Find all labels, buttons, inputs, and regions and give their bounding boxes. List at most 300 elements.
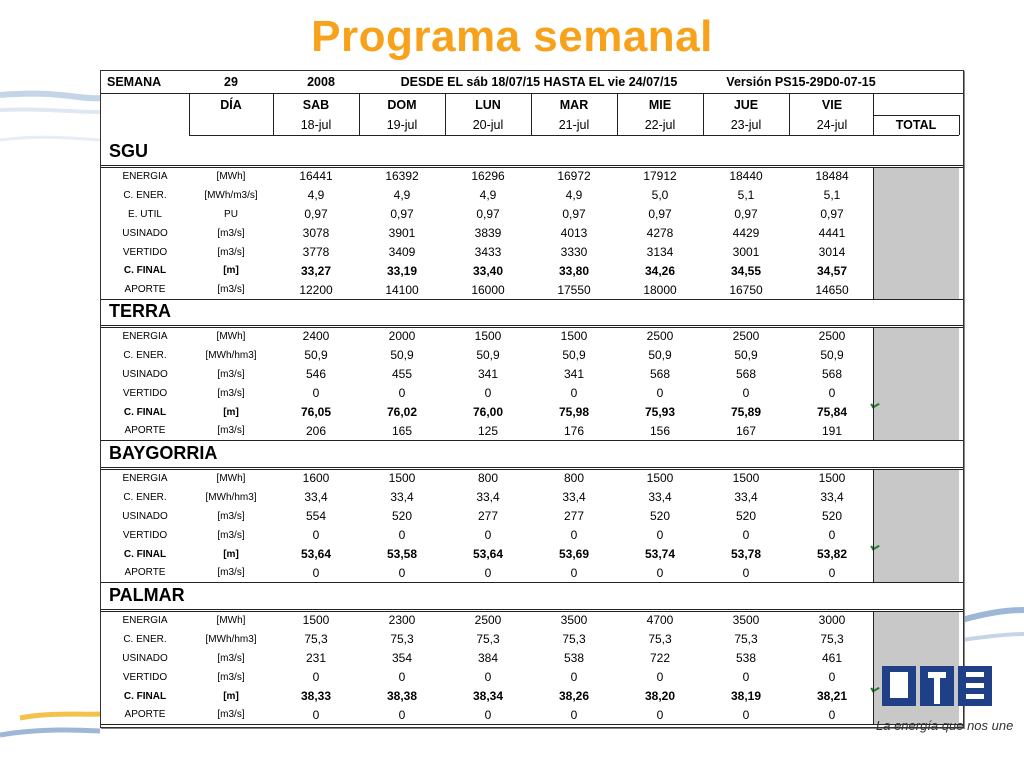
table-cell: 4,9 [565, 188, 583, 203]
table-cell: 0 [484, 386, 492, 401]
table-cell: 0 [828, 707, 836, 722]
table-cell: 4,9 [307, 188, 325, 203]
table-cell: 3134 [646, 245, 674, 260]
table-cell: 2500 [474, 613, 502, 628]
semana-number: 29 [224, 75, 238, 89]
table-cell: 722 [649, 651, 671, 666]
table-cell: 38,38 [386, 689, 418, 704]
table-cell: 33,4 [734, 490, 758, 505]
table-cell: 75,3 [648, 632, 672, 647]
table-cell: 1600 [302, 471, 330, 486]
table-cell: 1500 [818, 471, 846, 486]
table-cell: 75,93 [644, 405, 676, 420]
table-cell: 3500 [560, 613, 588, 628]
table-cell: 0 [828, 528, 836, 543]
table-cell: 568 [735, 367, 757, 382]
table-row [101, 422, 963, 441]
table-cell: 50,9 [476, 348, 500, 363]
table-cell: 0 [656, 565, 664, 580]
row-label: APORTE [124, 567, 166, 579]
header-week-row [101, 71, 963, 93]
table-cell: 3901 [388, 226, 416, 241]
table-cell: 4441 [818, 226, 846, 241]
row-unit: [m3/s] [217, 652, 245, 664]
grid-line [703, 93, 704, 135]
table-row [101, 403, 963, 422]
table-cell: 75,98 [558, 405, 590, 420]
header-days-row [101, 95, 963, 115]
table-cell: 0 [484, 707, 492, 722]
day-date: 22-jul [644, 118, 676, 132]
table-cell: 554 [305, 509, 327, 524]
table-cell: 156 [649, 423, 671, 438]
table-cell: 53,64 [300, 547, 332, 562]
table-cell: 1500 [474, 329, 502, 344]
grid-line [359, 93, 360, 135]
table-cell: 0 [398, 707, 406, 722]
day-name: LUN [475, 98, 501, 112]
table-cell: 33,4 [476, 490, 500, 505]
row-unit: [m3/s] [217, 284, 245, 296]
table-cell: 14100 [385, 282, 419, 297]
row-unit: [m] [223, 406, 239, 418]
table-cell: 50,9 [820, 348, 844, 363]
table-cell: 76,00 [472, 405, 504, 420]
weekly-schedule-table [100, 70, 964, 728]
table-cell: 0 [484, 565, 492, 580]
table-cell: 277 [477, 509, 499, 524]
table-cell: 75,3 [820, 632, 844, 647]
section-header [101, 439, 963, 467]
table-cell: 3330 [560, 245, 588, 260]
grid-line [617, 93, 618, 135]
table-cell: 1500 [388, 471, 416, 486]
table-cell: 53,74 [644, 547, 676, 562]
row-unit: [MWh/m3/s] [204, 189, 258, 201]
table-cell: 0 [570, 565, 578, 580]
row-label: USINADO [122, 652, 168, 664]
table-cell: 33,4 [304, 490, 328, 505]
table-cell: 2500 [646, 329, 674, 344]
row-label: VERTIDO [122, 246, 168, 258]
table-cell: 38,33 [300, 689, 332, 704]
table-cell: 0,97 [648, 207, 672, 222]
grid-line [789, 93, 790, 135]
grid-line [101, 165, 963, 166]
table-cell: 3778 [302, 245, 330, 260]
header-dates-row [101, 115, 963, 135]
table-cell: 0 [828, 386, 836, 401]
table-cell: 38,26 [558, 689, 590, 704]
row-unit: [m3/s] [217, 425, 245, 437]
table-cell: 461 [821, 651, 843, 666]
table-cell: 520 [391, 509, 413, 524]
grid-line [101, 325, 963, 326]
row-unit: [MWh] [216, 472, 246, 484]
table-cell: 341 [563, 367, 585, 382]
row-unit: [MWh] [216, 330, 246, 342]
table-cell: 3000 [818, 613, 846, 628]
table-cell: 3500 [732, 613, 760, 628]
table-cell: 2300 [388, 613, 416, 628]
table-cell: 3839 [474, 226, 502, 241]
table-cell: 0 [312, 528, 320, 543]
table-cell: 50,9 [734, 348, 758, 363]
table-row [101, 186, 963, 205]
row-label: APORTE [124, 284, 166, 296]
row-label: C. FINAL [123, 406, 167, 418]
section-title: SGU [109, 140, 149, 161]
table-cell: 384 [477, 651, 499, 666]
table-cell: 4013 [560, 226, 588, 241]
day-name: JUE [733, 98, 759, 112]
table-cell: 277 [563, 509, 585, 524]
table-cell: 17550 [557, 282, 591, 297]
table-cell: 206 [305, 423, 327, 438]
row-label: VERTIDO [122, 529, 168, 541]
table-row [101, 224, 963, 243]
table-cell: 520 [821, 509, 843, 524]
table-cell: 3014 [818, 245, 846, 260]
table-cell: 2500 [818, 329, 846, 344]
table-row [101, 507, 963, 526]
table-row [101, 243, 963, 262]
table-cell: 34,57 [816, 263, 848, 278]
table-cell: 75,3 [304, 632, 328, 647]
table-cell: 50,9 [562, 348, 586, 363]
day-name: VIE [821, 98, 843, 112]
table-cell: 38,34 [472, 689, 504, 704]
table-cell: 17912 [643, 169, 677, 184]
table-cell: 1500 [732, 471, 760, 486]
table-cell: 1500 [302, 613, 330, 628]
table-cell: 38,20 [644, 689, 676, 704]
day-date: 23-jul [730, 118, 762, 132]
table-cell: 0 [656, 707, 664, 722]
table-cell: 354 [391, 651, 413, 666]
table-cell: 0 [484, 670, 492, 685]
table-cell: 18484 [815, 169, 849, 184]
table-cell: 16750 [729, 282, 763, 297]
row-label: C. FINAL [123, 265, 167, 277]
table-cell: 16000 [471, 282, 505, 297]
table-cell: 568 [649, 367, 671, 382]
row-label: APORTE [124, 709, 166, 721]
table-cell: 4,9 [393, 188, 411, 203]
row-unit: [m] [223, 690, 239, 702]
table-cell: 33,80 [558, 263, 590, 278]
row-unit: [MWh/hm3] [205, 491, 257, 503]
version: Versión PS15-29D0-07-15 [726, 75, 876, 89]
row-label: ENERGIA [122, 330, 168, 342]
grid-line [101, 582, 963, 583]
row-label: C. ENER. [123, 491, 167, 503]
row-unit: [m3/s] [217, 368, 245, 380]
section-title: TERRA [109, 300, 171, 321]
row-label: VERTIDO [122, 387, 168, 399]
table-row [101, 564, 963, 583]
table-cell: 0 [312, 707, 320, 722]
row-label: C. FINAL [123, 690, 167, 702]
grid-line [873, 115, 959, 116]
row-label: USINADO [122, 368, 168, 380]
table-cell: 538 [563, 651, 585, 666]
grid-line [189, 93, 190, 135]
grid-line [873, 469, 874, 582]
dia-label: DÍA [220, 98, 242, 112]
row-unit: [MWh/hm3] [205, 633, 257, 645]
table-cell: 0 [312, 670, 320, 685]
grid-line [873, 167, 874, 299]
table-row [101, 262, 963, 281]
grid-line [101, 467, 963, 468]
row-label: ENERGIA [122, 614, 168, 626]
table-cell: 75,89 [730, 405, 762, 420]
section-header [101, 297, 963, 325]
table-row [101, 488, 963, 507]
table-cell: 33,19 [386, 263, 418, 278]
day-date: 18-jul [300, 118, 332, 132]
table-cell: 18000 [643, 282, 677, 297]
row-label: ENERGIA [122, 170, 168, 182]
grid-line [189, 135, 959, 136]
row-unit: [m3/s] [217, 227, 245, 239]
table-cell: 0 [828, 670, 836, 685]
date-range: DESDE EL sáb 18/07/15 HASTA EL vie 24/07/15 [400, 75, 678, 89]
table-cell: 0 [828, 565, 836, 580]
total-column-bg [873, 167, 959, 299]
table-row [101, 167, 963, 186]
table-cell: 191 [821, 423, 843, 438]
table-cell: 2400 [302, 329, 330, 344]
table-cell: 455 [391, 367, 413, 382]
grid-line [101, 299, 963, 300]
table-cell: 341 [477, 367, 499, 382]
table-cell: 538 [735, 651, 757, 666]
table-cell: 0 [656, 528, 664, 543]
table-cell: 125 [477, 423, 499, 438]
table-row [101, 384, 963, 403]
table-cell: 16392 [385, 169, 419, 184]
grid-line [959, 115, 960, 135]
grid-line [531, 93, 532, 135]
row-label: C. ENER. [123, 189, 167, 201]
brand-slogan: La energía que nos une [876, 718, 1014, 733]
table-cell: 33,40 [472, 263, 504, 278]
table-cell: 2000 [388, 329, 416, 344]
table-cell: 4,9 [479, 188, 497, 203]
table-cell: 0 [742, 707, 750, 722]
table-cell: 33,4 [390, 490, 414, 505]
table-cell: 5,1 [737, 188, 755, 203]
table-cell: 4278 [646, 226, 674, 241]
table-row [101, 649, 963, 668]
table-cell: 16296 [471, 169, 505, 184]
grid-line [101, 327, 963, 328]
table-cell: 4700 [646, 613, 674, 628]
table-cell: 3001 [732, 245, 760, 260]
table-cell: 3433 [474, 245, 502, 260]
row-label: USINADO [122, 227, 168, 239]
row-label: C. ENER. [123, 349, 167, 361]
table-row [101, 365, 963, 384]
page-title: Programa semanal [311, 12, 713, 61]
table-cell: 1500 [560, 329, 588, 344]
grid-line [101, 469, 963, 470]
table-cell: 800 [477, 471, 499, 486]
grid-line [445, 93, 446, 135]
grid-line [101, 167, 963, 168]
table-cell: 0 [312, 386, 320, 401]
table-cell: 5,1 [823, 188, 841, 203]
row-unit: PU [224, 208, 238, 220]
grid-line [873, 93, 874, 135]
day-date: 20-jul [472, 118, 504, 132]
table-cell: 53,82 [816, 547, 848, 562]
table-row [101, 346, 963, 365]
table-cell: 0 [570, 707, 578, 722]
table-cell: 0 [742, 528, 750, 543]
row-label: USINADO [122, 510, 168, 522]
grid-line [873, 327, 874, 440]
table-cell: 4429 [732, 226, 760, 241]
table-cell: 0 [484, 528, 492, 543]
table-cell: 75,84 [816, 405, 848, 420]
table-cell: 0,97 [476, 207, 500, 222]
day-name: DOM [387, 98, 417, 112]
semana-label: SEMANA [107, 75, 162, 89]
table-cell: 0 [742, 670, 750, 685]
table-row [101, 526, 963, 545]
table-cell: 53,58 [386, 547, 418, 562]
table-cell: 165 [391, 423, 413, 438]
table-cell: 16972 [557, 169, 591, 184]
grid-line [101, 611, 963, 612]
table-cell: 50,9 [390, 348, 414, 363]
grid-line [101, 609, 963, 610]
table-cell: 53,69 [558, 547, 590, 562]
table-cell: 33,4 [562, 490, 586, 505]
year: 2008 [307, 75, 335, 89]
table-cell: 0,97 [304, 207, 328, 222]
row-unit: [m3/s] [217, 671, 245, 683]
table-cell: 33,4 [648, 490, 672, 505]
row-unit: [MWh/hm3] [205, 349, 257, 361]
table-cell: 50,9 [304, 348, 328, 363]
table-cell: 0 [312, 565, 320, 580]
table-cell: 0,97 [820, 207, 844, 222]
table-cell: 0 [570, 386, 578, 401]
grid-line [101, 93, 963, 94]
section-title: BAYGORRIA [109, 442, 218, 463]
table-row [101, 327, 963, 346]
table-cell: 76,02 [386, 405, 418, 420]
table-cell: 520 [735, 509, 757, 524]
table-row [101, 668, 963, 687]
row-unit: [m3/s] [217, 246, 245, 258]
table-row [101, 205, 963, 224]
table-row [101, 630, 963, 649]
table-row [101, 687, 963, 706]
table-cell: 50,9 [648, 348, 672, 363]
table-cell: 800 [563, 471, 585, 486]
table-cell: 33,4 [820, 490, 844, 505]
row-label: ENERGIA [122, 472, 168, 484]
table-cell: 53,64 [472, 547, 504, 562]
total-column-bg [873, 469, 959, 582]
day-name: MAR [559, 98, 589, 112]
row-unit: [MWh] [216, 170, 246, 182]
table-cell: 75,3 [476, 632, 500, 647]
row-unit: [m] [223, 548, 239, 560]
table-cell: 520 [649, 509, 671, 524]
row-label: VERTIDO [122, 671, 168, 683]
table-cell: 75,3 [390, 632, 414, 647]
row-label: C. ENER. [123, 633, 167, 645]
day-date: 19-jul [386, 118, 418, 132]
table-cell: 18440 [729, 169, 763, 184]
table-cell: 75,3 [734, 632, 758, 647]
table-cell: 38,21 [816, 689, 848, 704]
section-header [101, 137, 963, 165]
row-unit: [m3/s] [217, 387, 245, 399]
table-cell: 12200 [299, 282, 333, 297]
table-cell: 0 [398, 670, 406, 685]
grid-line [101, 440, 963, 441]
table-cell: 53,78 [730, 547, 762, 562]
table-cell: 1500 [646, 471, 674, 486]
day-name: MIE [648, 98, 672, 112]
table-cell: 0 [742, 565, 750, 580]
total-label: TOTAL [895, 118, 937, 132]
row-unit: [m3/s] [217, 709, 245, 721]
table-row [101, 611, 963, 630]
table-cell: 3409 [388, 245, 416, 260]
day-date: 21-jul [558, 118, 590, 132]
table-cell: 5,0 [651, 188, 669, 203]
row-unit: [MWh] [216, 614, 246, 626]
section-title: PALMAR [109, 584, 185, 605]
table-cell: 0 [742, 386, 750, 401]
table-cell: 34,26 [644, 263, 676, 278]
row-label: C. FINAL [123, 548, 167, 560]
grid-line [101, 724, 963, 725]
row-unit: [m] [223, 265, 239, 277]
table-cell: 0,97 [562, 207, 586, 222]
table-cell: 0 [656, 670, 664, 685]
section-header [101, 581, 963, 609]
row-label: APORTE [124, 425, 166, 437]
table-cell: 34,55 [730, 263, 762, 278]
row-unit: [m3/s] [217, 510, 245, 522]
grid-line [273, 93, 274, 135]
row-label: E. UTIL [128, 208, 162, 220]
table-cell: 16441 [299, 169, 333, 184]
table-cell: 0 [570, 670, 578, 685]
table-cell: 0,97 [390, 207, 414, 222]
table-cell: 75,3 [562, 632, 586, 647]
table-cell: 76,05 [300, 405, 332, 420]
table-cell: 546 [305, 367, 327, 382]
table-cell: 3078 [302, 226, 330, 241]
table-cell: 0 [398, 386, 406, 401]
table-cell: 14650 [815, 282, 849, 297]
table-cell: 231 [305, 651, 327, 666]
table-cell: 0 [656, 386, 664, 401]
table-cell: 2500 [732, 329, 760, 344]
table-cell: 167 [735, 423, 757, 438]
table-row [101, 469, 963, 488]
